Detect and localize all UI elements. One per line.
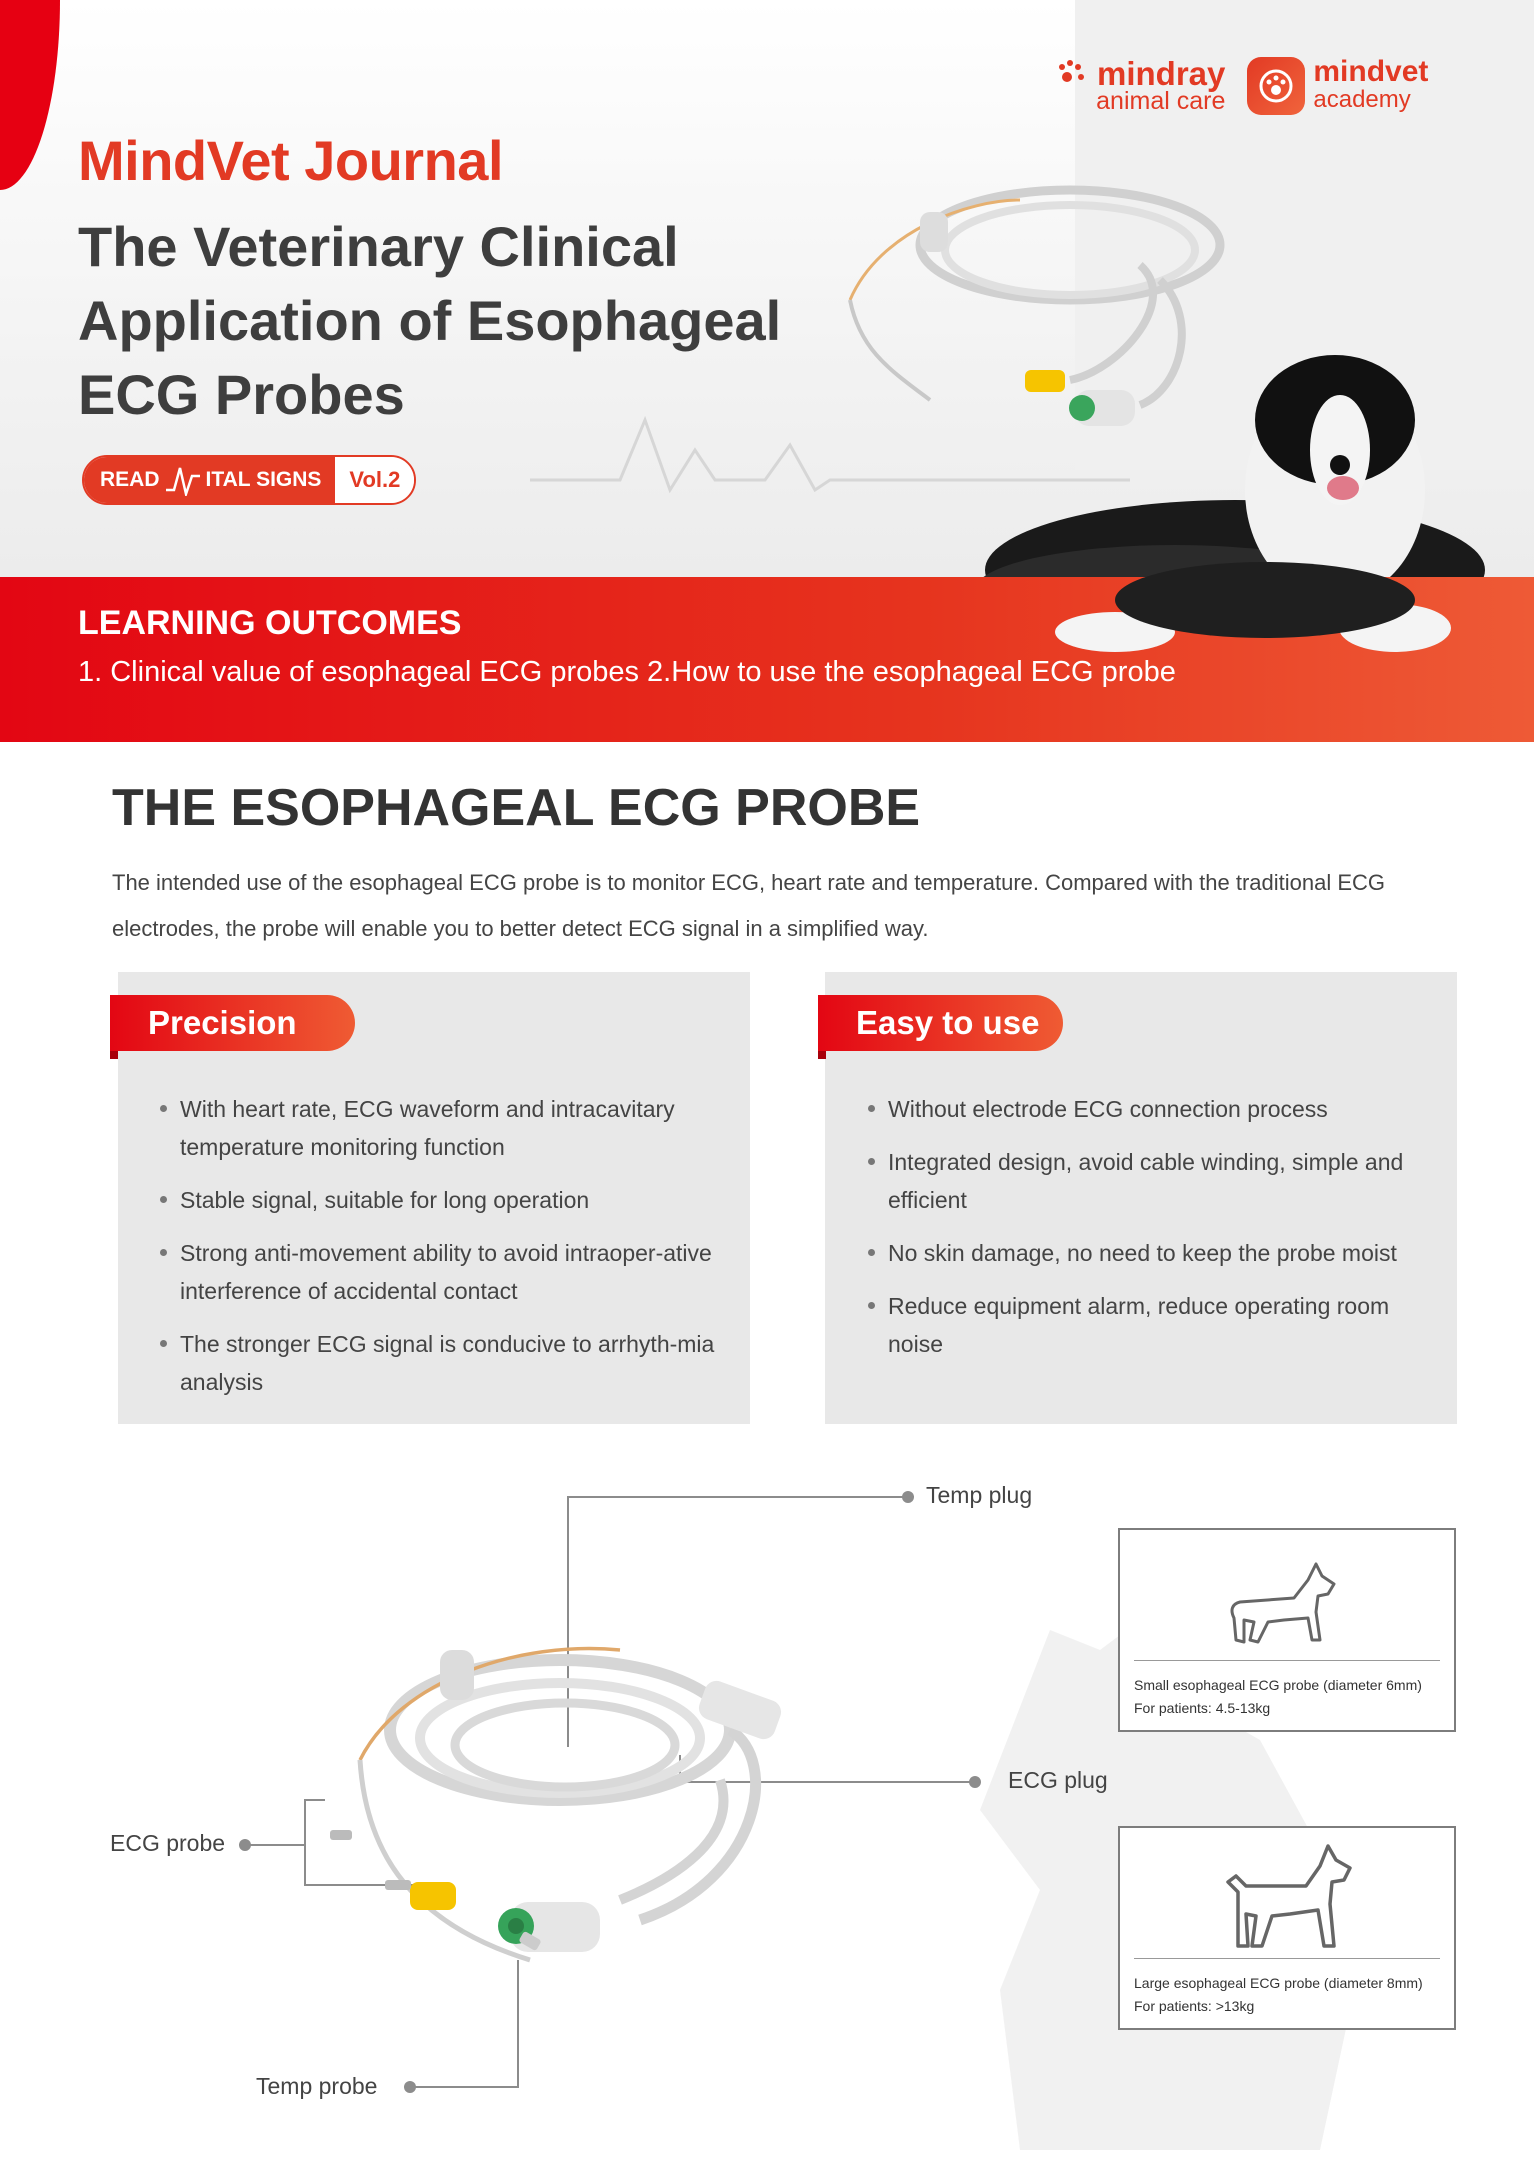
cable-diagram-illustration bbox=[320, 1620, 880, 1980]
ecg-plug-label: ECG plug bbox=[1008, 1767, 1108, 1793]
volume-label: Vol.2 bbox=[335, 457, 414, 503]
precision-heading-fold bbox=[110, 1051, 118, 1059]
series-tag-label bbox=[84, 457, 335, 503]
small-probe-weight: For patients: 4.5-13kg bbox=[1134, 1700, 1271, 1716]
small-probe-box bbox=[1118, 1528, 1456, 1732]
large-probe-weight: For patients: >13kg bbox=[1134, 1998, 1255, 2014]
ecg-v-icon bbox=[166, 464, 200, 496]
journal-title: MindVet Journal bbox=[78, 129, 503, 192]
easy-list bbox=[864, 1090, 1424, 1378]
mindvet-sub: academy bbox=[1313, 85, 1411, 113]
list-item: Stable signal, suitable for long operation bbox=[156, 1181, 716, 1219]
list-item: Strong anti-movement ability to avoid intraoper-ative interference of accidental contact bbox=[156, 1234, 716, 1310]
series-tag bbox=[82, 455, 416, 505]
list-item: With heart rate, ECG waveform and intracavitary temperature monitoring function bbox=[156, 1090, 716, 1166]
list-item: Integrated design, avoid cable winding, simple and efficient bbox=[864, 1143, 1424, 1219]
precision-list bbox=[156, 1090, 716, 1416]
tag-read: READ bbox=[100, 468, 160, 491]
dog-paws-overlay bbox=[975, 540, 1515, 660]
easy-heading: Easy to use bbox=[818, 995, 1063, 1051]
list-item: Without electrode ECG connection process bbox=[864, 1090, 1424, 1128]
tag-vital: ITAL SIGNS bbox=[205, 468, 322, 491]
list-item: Reduce equipment alarm, reduce operating room noise bbox=[864, 1287, 1424, 1363]
section-title: THE ESOPHAGEAL ECG PROBE bbox=[112, 779, 921, 837]
large-dog-icon bbox=[1220, 1842, 1360, 1954]
small-probe-desc: Small esophageal ECG probe (diameter 6mm) bbox=[1134, 1677, 1422, 1693]
mindray-logo bbox=[1055, 55, 1225, 116]
learning-heading: LEARNING OUTCOMES bbox=[78, 604, 462, 642]
mindray-name: mindray bbox=[1097, 55, 1226, 92]
mindvet-name: mindvet bbox=[1313, 54, 1429, 88]
list-item: The stronger ECG signal is conducive to arrhyth-mia analysis bbox=[156, 1325, 716, 1401]
easy-heading-fold bbox=[818, 1051, 826, 1059]
temp-probe-label: Temp probe bbox=[256, 2073, 378, 2099]
paw-icon bbox=[1055, 57, 1089, 91]
ecg-probe-label: ECG probe bbox=[110, 1830, 226, 1856]
section-description: The intended use of the esophageal ECG probe is to monitor ECG, heart rate and temperature. Compared with the traditional ECG electrodes, the probe will enable you to better detect ECG signal in a simplified way. bbox=[112, 870, 1386, 941]
temp-plug-label: Temp plug bbox=[926, 1482, 1033, 1508]
large-probe-desc: Large esophageal ECG probe (diameter 8mm) bbox=[1134, 1975, 1423, 1991]
large-probe-box bbox=[1118, 1826, 1456, 2030]
precision-heading: Precision bbox=[110, 995, 355, 1051]
large-box-divider bbox=[1134, 1958, 1440, 1959]
mindvet-logo-icon bbox=[1247, 57, 1305, 115]
list-item: No skin damage, no need to keep the probe moist bbox=[864, 1234, 1424, 1272]
learning-text: 1. Clinical value of esophageal ECG probes 2.How to use the esophageal ECG probe bbox=[78, 656, 1176, 688]
page-title: The Veterinary Clinical Application of Esophageal ECG Probes bbox=[78, 215, 782, 426]
mindvet-logo bbox=[1247, 54, 1429, 115]
logos bbox=[1055, 55, 1428, 116]
mindray-sub: animal care bbox=[1096, 87, 1226, 115]
small-box-divider bbox=[1134, 1660, 1440, 1661]
small-dog-icon bbox=[1224, 1560, 1340, 1654]
